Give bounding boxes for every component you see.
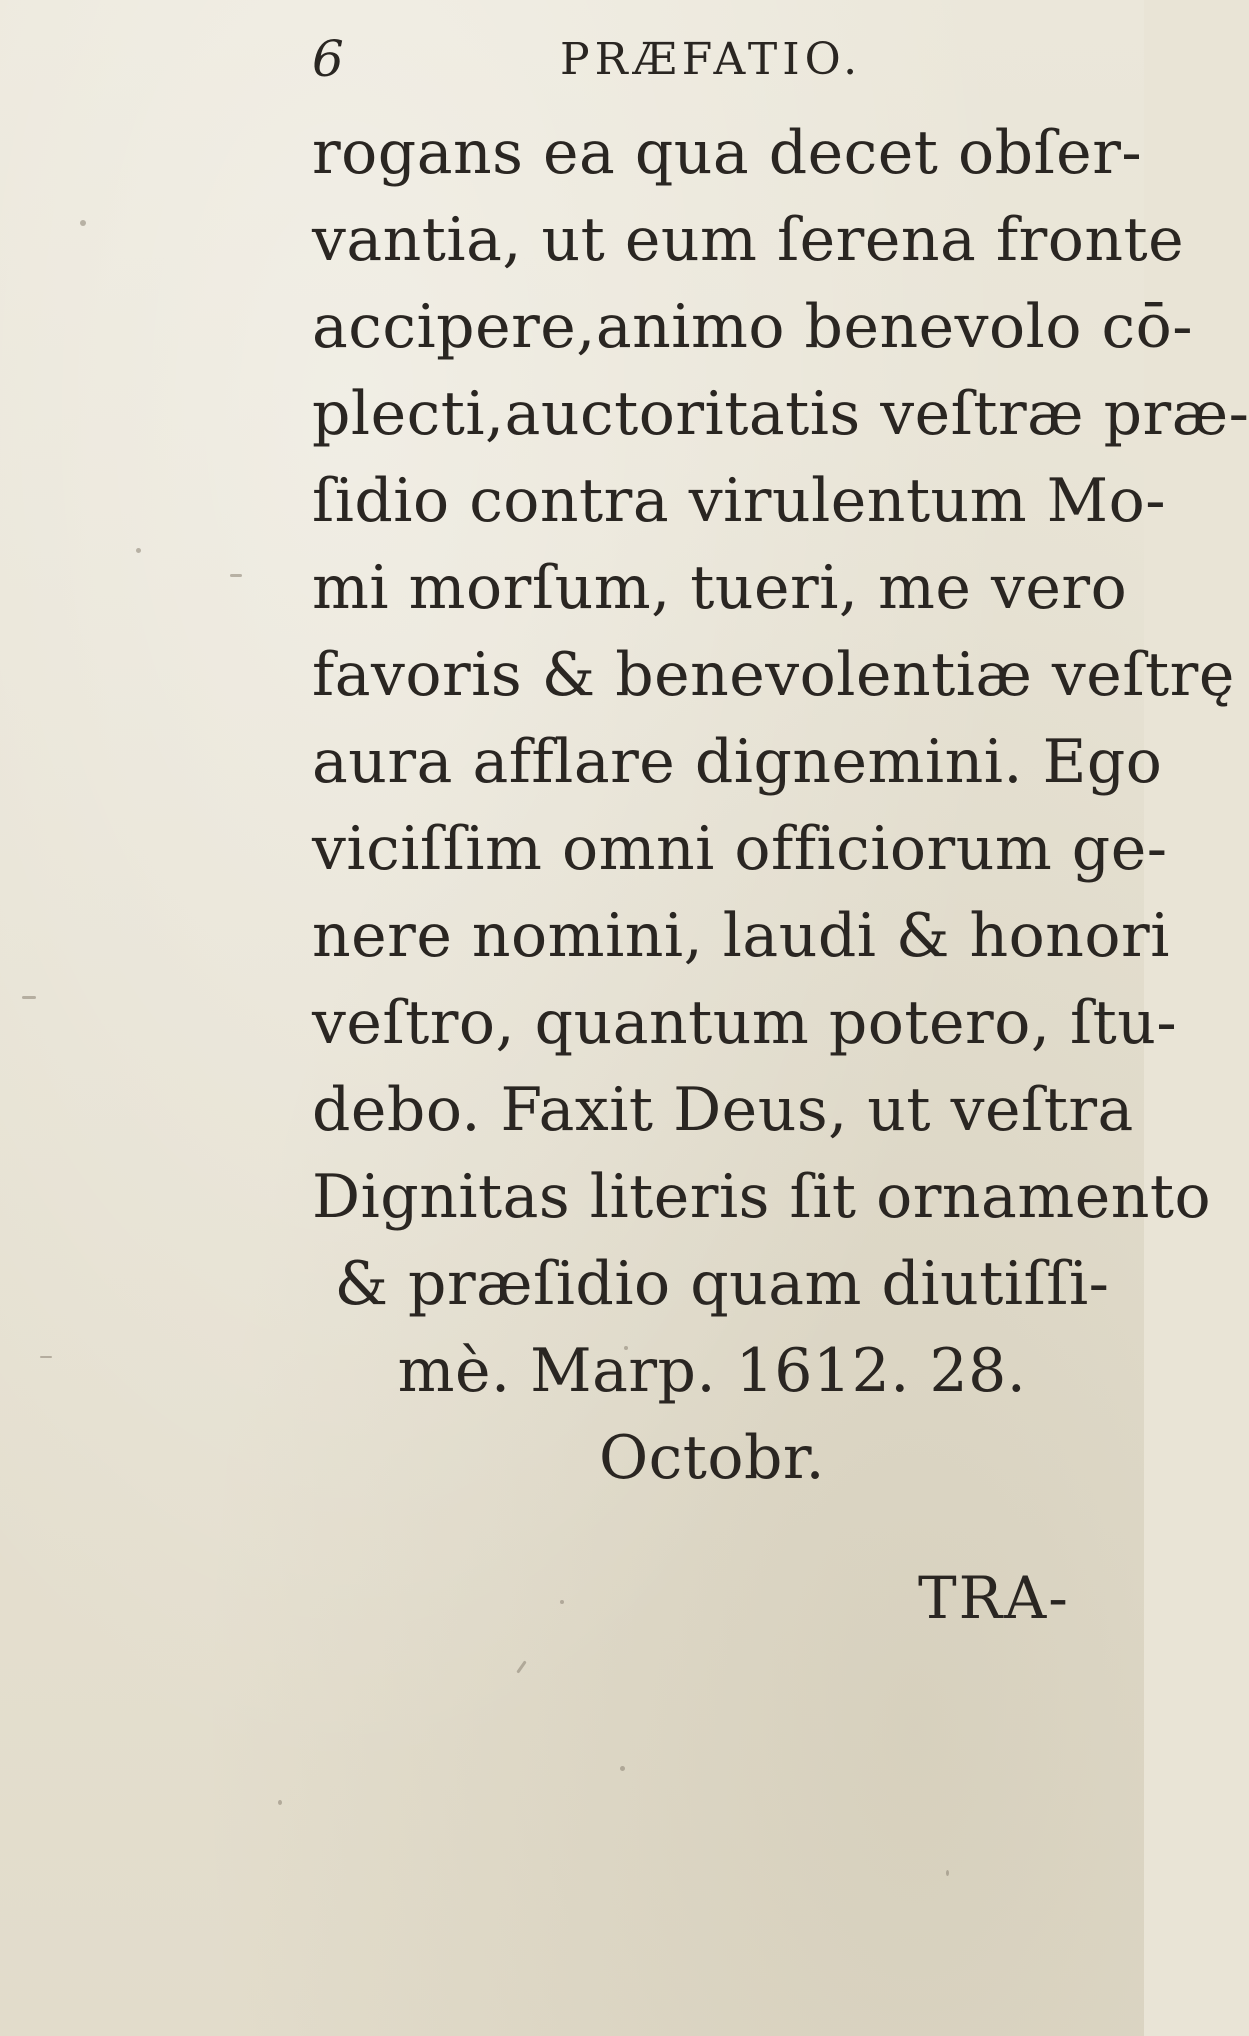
- paper-speck: [946, 1870, 949, 1876]
- text-line: & præſidio quam diutiſſi-: [334, 1249, 1110, 1319]
- text-line: aura afflare dignemini. Ego: [312, 727, 1163, 797]
- text-line: nere nomini, laudi & honori: [312, 901, 1170, 971]
- paper-speck: [22, 996, 36, 999]
- text-line: Octobr.: [598, 1423, 826, 1493]
- paper-speck: [40, 1356, 52, 1358]
- text-line: viciſſim omni officiorum ge-: [312, 814, 1168, 884]
- text-line: Dignitas literis ſit ornamento: [312, 1162, 1212, 1232]
- text-line: mi morſum, tueri, me vero: [312, 553, 1128, 623]
- paper-speck: [560, 1600, 564, 1604]
- text-line: vantia, ut eum ſerena fronte: [312, 205, 1185, 275]
- text-line: accipere,animo benevolo cō-: [312, 292, 1194, 362]
- text-line: ſidio contra virulentum Mo-: [312, 466, 1166, 536]
- text-line: mè. Marp. 1612. 28.: [397, 1336, 1027, 1406]
- preface-text: [312, 110, 1249, 1502]
- text-line: favoris & benevolentiæ veſtrę: [312, 640, 1235, 710]
- text-line: veſtro, quantum potero, ſtu-: [312, 988, 1178, 1058]
- paper-speck: [278, 1800, 282, 1805]
- paper-speck: [620, 1766, 625, 1771]
- paper-speck: [516, 1660, 526, 1673]
- text-line: debo. Faxit Deus, ut veſtra: [312, 1075, 1134, 1145]
- page-header: [0, 28, 1144, 98]
- page-number: 6: [312, 30, 344, 88]
- paper-speck: [80, 220, 86, 226]
- catchword: TRA-: [918, 1564, 1070, 1632]
- text-line: rogans ea qua decet obſer-: [312, 118, 1143, 188]
- text-line: plecti,auctoritatis veſtræ præ-: [312, 379, 1249, 449]
- paper-speck: [136, 548, 141, 553]
- running-head: PRÆFATIO.: [560, 34, 863, 85]
- paper-speck: [230, 574, 242, 577]
